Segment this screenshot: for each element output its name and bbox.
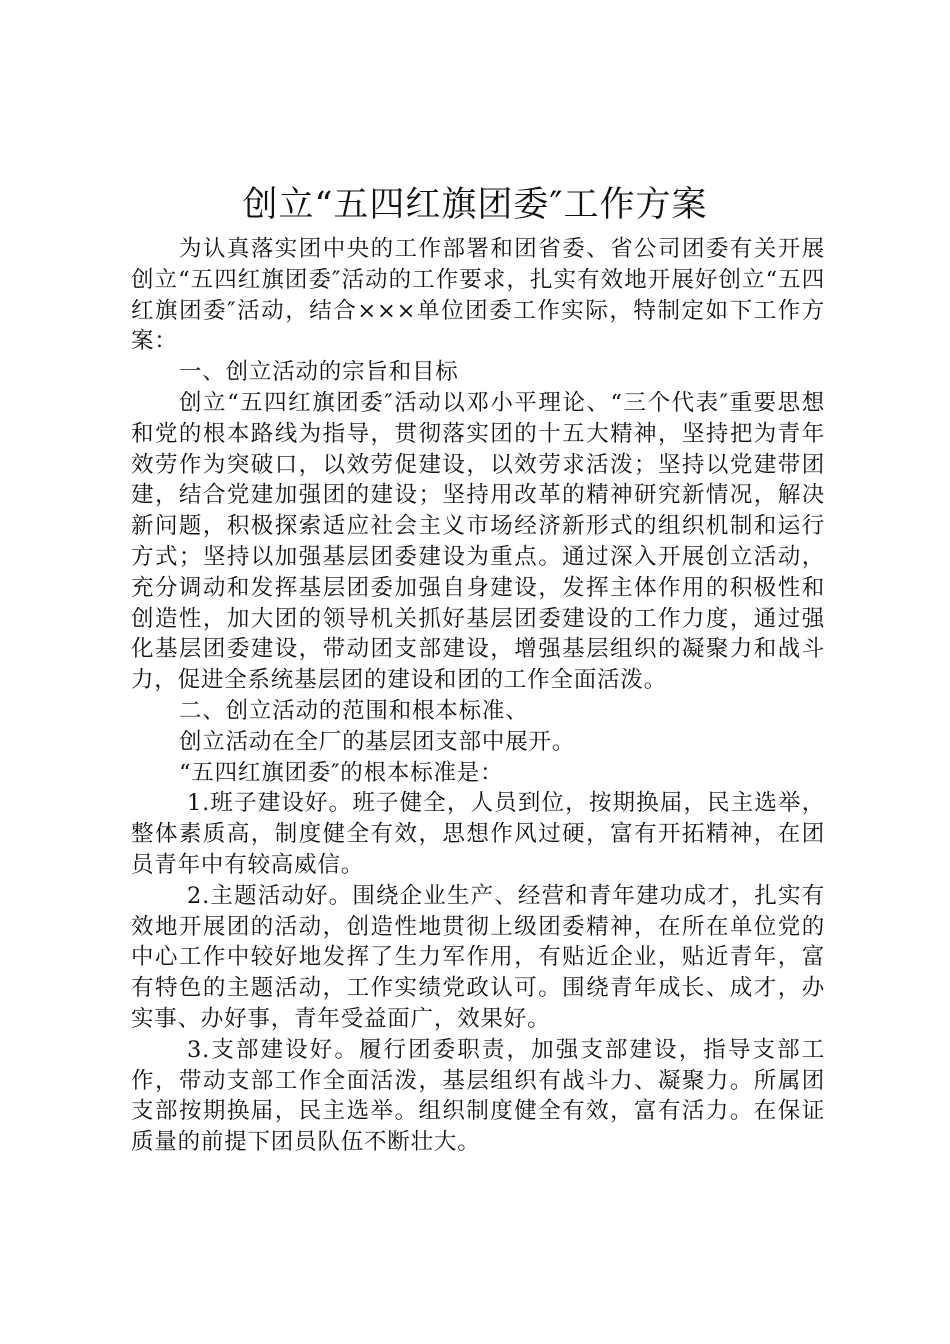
- standard-item-3: 3.支部建设好。履行团委职责，加强支部建设，指导支部工作，带动支部工作全面活泼，基层组织有战斗力、凝聚力。所属团支部按期换届，民主选举。组织制度健全有效，富有活力。在保证质量的前提下团员队伍不断壮大。: [131, 1036, 825, 1156]
- purpose-paragraph: 创立“五四红旗团委″活动以邓小平理论、“三个代表″重要思想和党的根本路线为指导，贯彻落实团的十五大精神，坚持把为青年效劳作为突破口，以效劳促建设，以效劳求活泼；坚持以党建带团建，结合党建加强团的建设；坚持用改革的精神研究新情况，解决新问题，积极探索适应社会主义市场经济新形式的组织机制和运行方式；坚持以加强基层团委建设为重点。通过深入开展创立活动，充分调动和发挥基层团委加强自身建设，发挥主体作用的积极性和创造性，加大团的领导机关抓好基层团委建设的工作力度，通过强化基层团委建设，带动团支部建设，增强基层组织的凝聚力和战斗力，促进全系统基层团的建设和团的工作全面活泼。: [131, 389, 825, 694]
- section-heading-1: 一、创立活动的宗旨和目标: [179, 359, 459, 386]
- section-heading-2: 二、创立活动的范围和根本标准、: [179, 697, 529, 724]
- document-body: [131, 234, 825, 1158]
- document-title: 创立“五四红旗团委″工作方案: [242, 185, 708, 225]
- intro-paragraph: 为认真落实团中央的工作部署和团省委、省公司团委有关开展创立“五四红旗团委″活动的工作要求，扎实有效地开展好创立“五四红旗团委″活动，结合×××单位团委工作实际，特制定如下工作方案：: [131, 236, 825, 355]
- standards-intro: “五四红旗团委″的根本标准是：: [179, 759, 504, 786]
- scope-paragraph: 创立活动在全厂的基层团支部中展开。: [179, 728, 576, 755]
- standard-item-2: 2.主题活动好。围绕企业生产、经营和青年建功成才，扎实有效地开展团的活动，创造性地贯彻上级团委精神，在所在单位党的中心工作中较好地发挥了生力军作用，有贴近企业，贴近青年，富有特色的主题活动，工作实绩党政认可。围绕青年成长、成才，办实事、办好事，青年受益面广，效果好。: [131, 882, 825, 1032]
- standard-item-1: 1.班子建设好。班子健全，人员到位，按期换届，民主选举，整体素质高，制度健全有效，思想作风过硬，富有开拓精神，在团员青年中有较高威信。: [131, 790, 825, 878]
